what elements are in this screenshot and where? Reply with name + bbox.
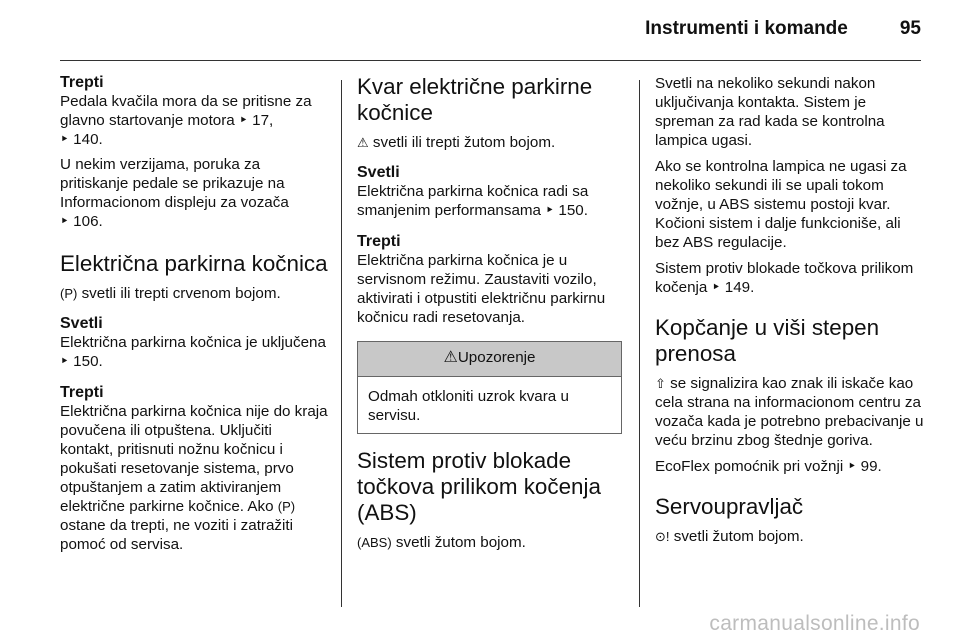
abs-icon: (ABS): [357, 535, 392, 550]
parking-brake-icon: (P): [277, 499, 296, 514]
clutch-text: Pedala kvačila mora da se pritisne za glavno startovanje motora ‣ 17,: [60, 93, 312, 129]
power-steering-title: Servoupravljač: [655, 494, 804, 519]
warning-box: [357, 341, 622, 434]
parking-brake-section: [60, 251, 328, 554]
section-title: Kvar električne parkirne kočnice: [357, 74, 593, 125]
abs-paragraph-2: Ako se kontrolna lampica ne ugasi za nekoliko sekundi ili se upali tokom vožnje, u ABS sistemu postoji kvar. Kočioni sistem i dalje funkcioniše, ali bez ABS regulacije.: [655, 158, 907, 251]
abs-paragraph-1: Svetli na nekoliko sekundi nakon uključivanja kontakta. Sistem je spreman za rad kada se kontrolna lampica ugasi.: [655, 75, 885, 149]
subheading-trepti: Trepti: [357, 233, 401, 250]
upshift-title: Kopčanje u viši stepen prenosa: [655, 315, 880, 366]
warning-header: [358, 342, 621, 377]
running-head: [0, 18, 921, 40]
page-number: 95: [899, 18, 921, 39]
warning-title: Upozorenje: [457, 349, 536, 366]
column-divider-1: [341, 80, 342, 607]
abs-title: Sistem protiv blokade točkova prilikom kočenja (ABS): [357, 448, 601, 525]
subheading-svetli: Svetli: [357, 164, 400, 181]
subheading-svetli: Svetli: [60, 315, 103, 332]
column-2: [357, 74, 623, 559]
trepti-text: Električna parkirna kočnica je u servisnom režimu. Zaustaviti vozilo, aktivirati i otpustiti električnu parkirnu kočnicu radi resetovanja.: [357, 252, 606, 326]
trepti-text-2: ostane da trepti, ne voziti i zatražiti pomoć od servisa.: [60, 517, 293, 553]
clutch-flash-section: [60, 74, 328, 231]
message-text: U nekim verzijama, poruka za pritiskanje pedale se prikazuje na Informacionom displeju za vozača: [60, 156, 289, 211]
column-3: [655, 74, 925, 553]
svetli-text: Električna parkirna kočnica je uključena ‣ 150.: [60, 334, 326, 370]
page-ref: ‣ 106.: [60, 213, 103, 230]
parking-brake-fault-icon: ⚠: [357, 135, 369, 150]
intro-text: svetli žutom bojom.: [669, 528, 804, 545]
column-1: [60, 74, 328, 561]
header-rule: [60, 60, 921, 61]
watermark: carmanualsonline.info: [709, 612, 920, 635]
warning-icon: ⚠: [443, 349, 458, 366]
trepti-text: Električna parkirna kočnica nije do kraja povučena ili otpuštena. Uključiti kontakt, pritisnuti nožnu kočnicu i pokušati resetovanje sistema, prvo otpuštanjem a zatim aktiviranjem električne parkirne kočnice. Ako: [60, 403, 328, 515]
section-title: Električna parkirna kočnica: [60, 251, 328, 276]
intro-text: svetli žutom bojom.: [391, 534, 526, 551]
abs-paragraph-3: Sistem protiv blokade točkova prilikom kočenja ‣ 149.: [655, 260, 914, 296]
intro-text: svetli ili trepti crvenom bojom.: [77, 285, 281, 302]
subheading-trepti: Trepti: [60, 384, 104, 401]
svetli-text: Električna parkirna kočnica radi sa smanjenim performansama ‣ 150.: [357, 183, 589, 219]
upshift-icon: ⇧: [655, 376, 666, 391]
column-divider-2: [639, 80, 640, 607]
power-steering-icon: ⊙!: [655, 529, 670, 544]
page-ref: ‣ 140.: [60, 131, 103, 148]
upshift-text: se signalizira kao znak ili iskače kao cela strana na informacionom centru za vozača kada je potrebno prebacivanje u veću brzinu zbog štednje goriva.: [655, 375, 924, 449]
parking-brake-icon: (P): [60, 286, 78, 301]
ecoflex-text: EcoFlex pomoćnik pri vožnji ‣ 99.: [655, 458, 882, 475]
intro-text: svetli ili trepti žutom bojom.: [368, 134, 556, 151]
chapter-title: Instrumenti i komande: [645, 18, 848, 39]
subheading-trepti: Trepti: [60, 74, 104, 91]
warning-text: Odmah otkloniti uzrok kvara u servisu.: [368, 388, 569, 424]
